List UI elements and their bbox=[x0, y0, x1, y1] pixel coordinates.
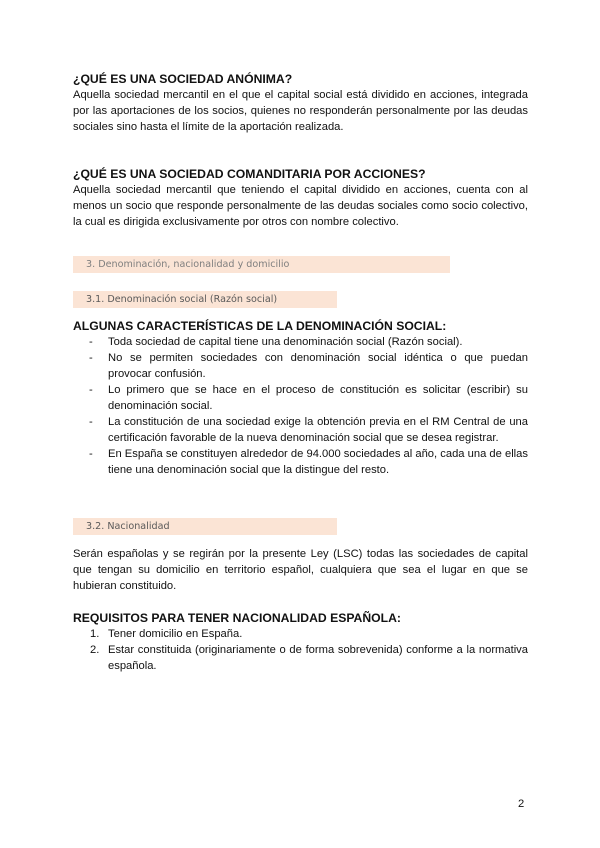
definition-sociedad-anonima bbox=[73, 72, 528, 135]
section-3-1-content bbox=[73, 319, 528, 478]
list-item-text: Tener domicilio en España. bbox=[108, 628, 243, 640]
heading-caracteristicas: ALGUNAS CARACTERÍSTICAS DE LA DENOMINACIÓN SOCIAL: bbox=[73, 319, 447, 333]
number-marker: 1. bbox=[90, 628, 100, 640]
dash-marker: - bbox=[89, 352, 93, 364]
section-3-1-title: 3.1. Denominación social (Razón social) bbox=[86, 294, 278, 305]
heading-sociedad-comanditaria: ¿QUÉ ES UNA SOCIEDAD COMANDITARIA POR ACCIONES? bbox=[73, 167, 426, 181]
list-item-text: La constitución de una sociedad exige la obtención previa en el RM Central de una certificación favorable de la nueva denominación social que se desea registrar. bbox=[108, 416, 528, 444]
section-3-2-paragraph-block bbox=[73, 546, 528, 594]
section-3-2-title: 3.2. Nacionalidad bbox=[86, 521, 170, 532]
list-item bbox=[73, 382, 528, 414]
heading-sociedad-anonima: ¿QUÉ ES UNA SOCIEDAD ANÓNIMA? bbox=[73, 72, 293, 86]
section-3-title-bar bbox=[73, 256, 450, 273]
section-3-2-requisitos bbox=[73, 611, 528, 674]
list-item-text: En España se constituyen alrededor de 94.000 sociedades al año, cada una de ellas tiene una denominación social que la distingue del resto. bbox=[108, 448, 528, 476]
paragraph-sociedad-anonima: Aquella sociedad mercantil en el que el capital social está dividido en acciones, integrada por las aportaciones de los socios, quienes no responderán personalmente por las deudas sociales sino hasta el límite de la aportación realizada. bbox=[73, 89, 528, 133]
dash-marker: - bbox=[89, 336, 93, 348]
heading-requisitos: REQUISITOS PARA TENER NACIONALIDAD ESPAÑOLA: bbox=[73, 611, 401, 625]
list-item-text: No se permiten sociedades con denominación social idéntica o que puedan provocar confusión. bbox=[108, 352, 528, 380]
number-marker: 2. bbox=[90, 644, 100, 656]
dash-marker: - bbox=[89, 384, 93, 396]
list-item bbox=[73, 626, 528, 642]
list-item bbox=[73, 446, 528, 478]
paragraph-sociedad-comanditaria: Aquella sociedad mercantil que teniendo el capital dividido en acciones, cuenta con al menos un socio que responde personalmente de las deudas sociales como socio colectivo, la cual es dirigida exclusivamente por otros con nombre colectivo. bbox=[73, 184, 528, 228]
list-item-text: Toda sociedad de capital tiene una denominación social (Razón social). bbox=[108, 336, 463, 348]
section-3-1-title-bar bbox=[73, 291, 337, 308]
paragraph-nacionalidad: Serán españolas y se regirán por la presente Ley (LSC) todas las sociedades de capital que tengan su domicilio en territorio español, cualquiera que sea el lugar en que se hubieran constituido. bbox=[73, 548, 528, 592]
list-item-text: Estar constituida (originariamente o de forma sobrevenida) conforme a la normativa española. bbox=[108, 644, 528, 672]
definition-sociedad-comanditaria bbox=[73, 167, 528, 230]
list-item-text: Lo primero que se hace en el proceso de constitución es solicitar (escribir) su denominación social. bbox=[108, 384, 528, 412]
page-number: 2 bbox=[518, 798, 525, 810]
list-item bbox=[73, 334, 528, 350]
section-3-title: 3. Denominación, nacionalidad y domicilio bbox=[86, 259, 290, 270]
dash-marker: - bbox=[89, 448, 93, 460]
list-item bbox=[73, 414, 528, 446]
list-item bbox=[73, 642, 528, 674]
section-3-2-title-bar bbox=[73, 518, 337, 535]
list-item bbox=[73, 350, 528, 382]
dash-marker: - bbox=[89, 416, 93, 428]
requisitos-list bbox=[73, 626, 528, 674]
caracteristicas-list bbox=[73, 334, 528, 478]
